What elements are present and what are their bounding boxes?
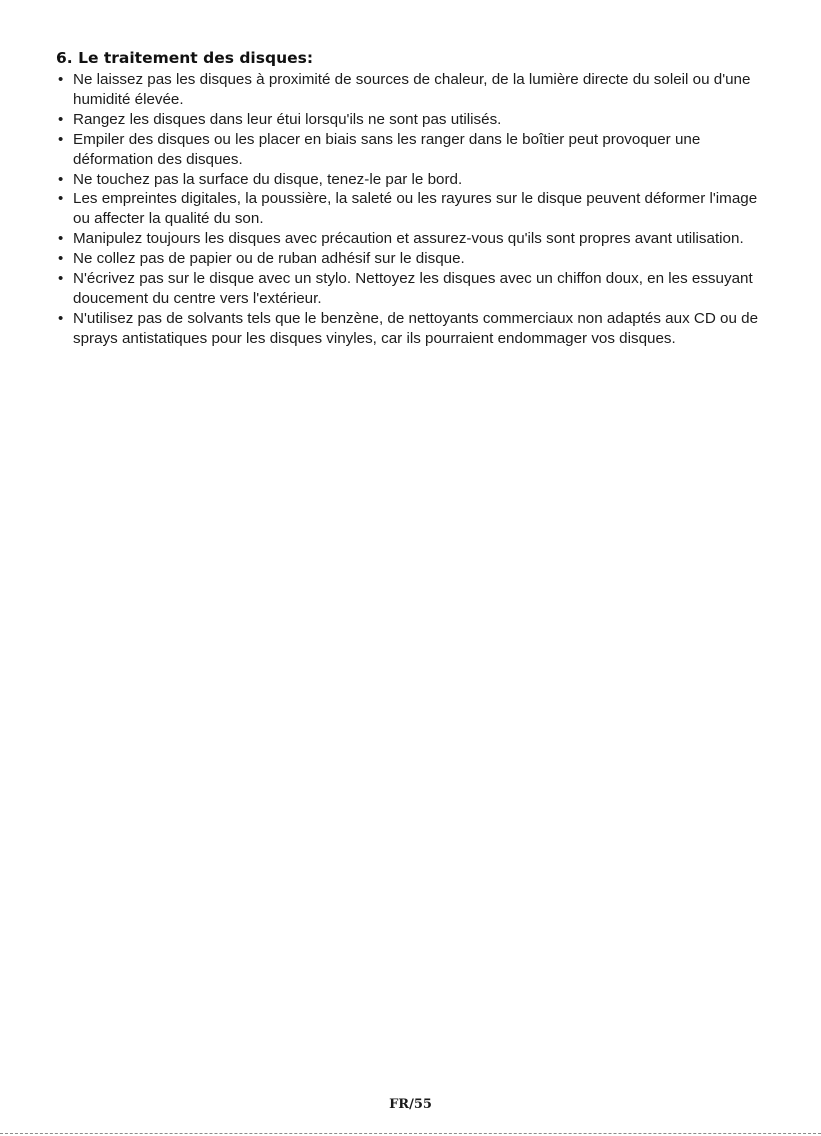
bullet-icon: • xyxy=(58,309,64,327)
bullet-icon: • xyxy=(58,130,64,148)
bullet-icon: • xyxy=(58,230,64,248)
bullet-item xyxy=(56,309,771,349)
bullet-item xyxy=(56,189,771,229)
bullet-item xyxy=(56,170,771,190)
page-bottom-edge xyxy=(0,1133,821,1134)
bullet-item xyxy=(56,70,771,110)
bullet-item xyxy=(56,249,771,269)
bullet-text: Les empreintes digitales, la poussière, la saleté ou les rayures sur le disque peuvent déformer l'image ou affecter la qualité du son. xyxy=(73,190,758,228)
section-title: 6. Le traitement des disques: xyxy=(56,49,314,67)
disc-handling-section xyxy=(56,48,771,349)
bullet-text: N'écrivez pas sur le disque avec un stylo. Nettoyez les disques avec un chiffon doux, en les essuyant doucement du centre vers l'extérieur. xyxy=(73,270,753,307)
bullet-item xyxy=(56,130,771,170)
bullet-icon: • xyxy=(58,270,64,288)
bullet-text: Manipulez toujours les disques avec précaution et assurez-vous qu'ils sont propres avant utilisation. xyxy=(73,230,744,248)
bullet-text: N'utilisez pas de solvants tels que le benzène, de nettoyants commerciaux non adaptés aux CD ou de sprays antistatiques pour les disques vinyles, car ils pourraient endommager vos disques. xyxy=(73,309,759,347)
bullet-item xyxy=(56,110,771,130)
page-number: FR/55 xyxy=(389,1097,432,1112)
bullet-item xyxy=(56,229,771,249)
bullet-item xyxy=(56,269,771,309)
bullet-icon: • xyxy=(58,110,64,128)
bullet-icon: • xyxy=(58,71,64,88)
bullet-icon: • xyxy=(58,170,64,188)
bullet-text: Ne collez pas de papier ou de ruban adhésif sur le disque. xyxy=(73,250,465,268)
bullet-icon: • xyxy=(58,250,64,268)
bullet-text: Empiler des disques ou les placer en biais sans les ranger dans le boîtier peut provoquer une déformation des disques. xyxy=(73,130,701,168)
bullet-text: Ne laissez pas les disques à proximité de sources de chaleur, de la lumière directe du soleil ou d'une humidité élevée. xyxy=(73,71,751,108)
bullet-text: Ne touchez pas la surface du disque, tenez-le par le bord. xyxy=(73,170,463,188)
bullet-list xyxy=(56,70,771,349)
bullet-icon: • xyxy=(58,190,64,208)
bullet-text: Rangez les disques dans leur étui lorsqu'ils ne sont pas utilisés. xyxy=(73,110,502,128)
